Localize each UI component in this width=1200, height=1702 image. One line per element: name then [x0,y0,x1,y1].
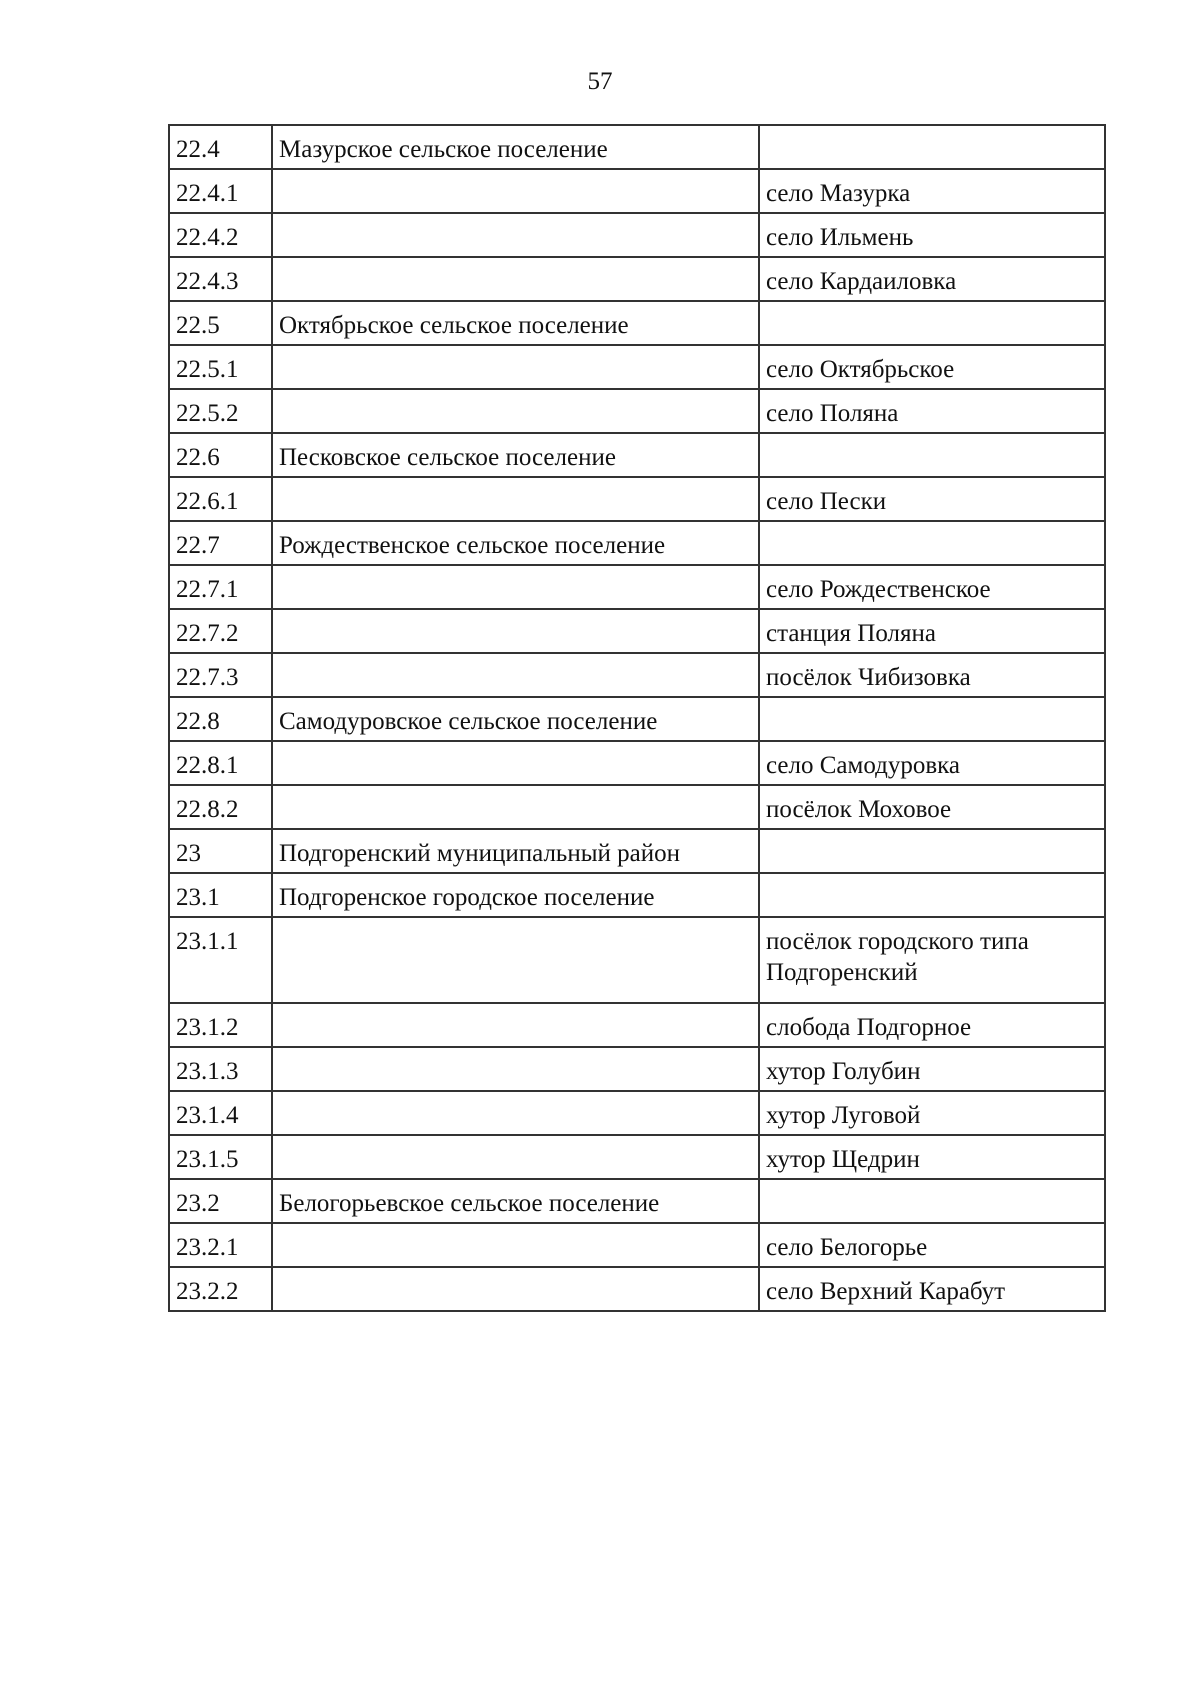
settlement-cell: село Рождественское [759,565,1105,609]
settlement-cell: село Верхний Карабут [759,1267,1105,1311]
row-number-cell: 22.5 [169,301,272,345]
page-number: 57 [587,68,613,95]
table-row [169,1179,1105,1223]
table-row [169,741,1105,785]
settlement-cell: посёлок Чибизовка [759,653,1105,697]
row-number-cell: 22.7.1 [169,565,272,609]
municipality-cell [272,257,759,301]
table-row [169,1135,1105,1179]
municipality-cell: Мазурское сельское поселение [272,125,759,169]
settlement-cell [759,697,1105,741]
table-row [169,433,1105,477]
settlement-cell: село Самодуровка [759,741,1105,785]
row-number-cell: 22.6.1 [169,477,272,521]
settlement-cell: слобода Подгорное [759,1003,1105,1047]
settlements-table [168,124,1106,1312]
table-row [169,565,1105,609]
settlement-cell: хутор Голубин [759,1047,1105,1091]
table-row [169,1047,1105,1091]
municipality-cell [272,1135,759,1179]
settlement-cell: село Белогорье [759,1223,1105,1267]
row-number-cell: 23.1.2 [169,1003,272,1047]
row-number-cell: 23 [169,829,272,873]
table-row [169,873,1105,917]
municipality-cell [272,1047,759,1091]
table-row [169,917,1105,1003]
municipality-cell [272,917,759,1003]
municipality-cell [272,1223,759,1267]
row-number-cell: 22.8.2 [169,785,272,829]
table-row [169,697,1105,741]
settlement-cell [759,1179,1105,1223]
municipality-cell [272,389,759,433]
table-row [169,125,1105,169]
settlement-cell: село Ильмень [759,213,1105,257]
row-number-cell: 23.1.1 [169,917,272,1003]
row-number-cell: 22.4.2 [169,213,272,257]
table-row [169,477,1105,521]
settlement-cell: село Поляна [759,389,1105,433]
municipality-cell [272,741,759,785]
settlement-cell [759,301,1105,345]
municipality-cell [272,345,759,389]
settlement-cell: село Октябрьское [759,345,1105,389]
settlements-table-body [169,125,1105,1311]
settlement-cell: станция Поляна [759,609,1105,653]
municipality-cell [272,1003,759,1047]
settlement-cell [759,873,1105,917]
row-number-cell: 23.2.2 [169,1267,272,1311]
row-number-cell: 23.1.3 [169,1047,272,1091]
municipality-cell [272,1091,759,1135]
settlement-cell: село Пески [759,477,1105,521]
municipality-cell [272,213,759,257]
table-row [169,389,1105,433]
settlement-cell: посёлок городского типа Подгоренский [759,917,1105,1003]
row-number-cell: 23.1 [169,873,272,917]
table-row [169,1223,1105,1267]
municipality-cell [272,653,759,697]
table-row [169,345,1105,389]
settlement-cell [759,433,1105,477]
settlement-cell: хутор Щедрин [759,1135,1105,1179]
table-row [169,785,1105,829]
row-number-cell: 22.8 [169,697,272,741]
row-number-cell: 22.7.2 [169,609,272,653]
table-row [169,521,1105,565]
table-row [169,653,1105,697]
settlement-cell: хутор Луговой [759,1091,1105,1135]
settlement-cell: посёлок Моховое [759,785,1105,829]
municipality-cell: Подгоренский муниципальный район [272,829,759,873]
table-row [169,257,1105,301]
row-number-cell: 23.2.1 [169,1223,272,1267]
table-row [169,829,1105,873]
municipality-cell: Рождественское сельское поселение [272,521,759,565]
settlement-cell [759,521,1105,565]
row-number-cell: 22.5.2 [169,389,272,433]
row-number-cell: 22.4.3 [169,257,272,301]
municipality-cell [272,1267,759,1311]
row-number-cell: 22.5.1 [169,345,272,389]
municipality-cell [272,565,759,609]
row-number-cell: 22.4.1 [169,169,272,213]
row-number-cell: 22.8.1 [169,741,272,785]
municipality-cell [272,609,759,653]
row-number-cell: 22.7 [169,521,272,565]
row-number-cell: 23.1.5 [169,1135,272,1179]
table-row [169,169,1105,213]
municipality-cell: Самодуровское сельское поселение [272,697,759,741]
table-row [169,1003,1105,1047]
municipality-cell: Подгоренское городское поселение [272,873,759,917]
table-row [169,609,1105,653]
table-row [169,301,1105,345]
table-row [169,1091,1105,1135]
settlement-cell [759,125,1105,169]
settlement-cell: село Мазурка [759,169,1105,213]
table-row [169,1267,1105,1311]
settlement-cell [759,829,1105,873]
row-number-cell: 22.4 [169,125,272,169]
municipality-cell [272,477,759,521]
municipality-cell [272,169,759,213]
municipality-cell [272,785,759,829]
row-number-cell: 22.6 [169,433,272,477]
municipality-cell: Белогорьевское сельское поселение [272,1179,759,1223]
settlement-cell: село Кардаиловка [759,257,1105,301]
table-row [169,213,1105,257]
row-number-cell: 23.1.4 [169,1091,272,1135]
row-number-cell: 23.2 [169,1179,272,1223]
municipality-cell: Октябрьское сельское поселение [272,301,759,345]
municipality-cell: Песковское сельское поселение [272,433,759,477]
row-number-cell: 22.7.3 [169,653,272,697]
